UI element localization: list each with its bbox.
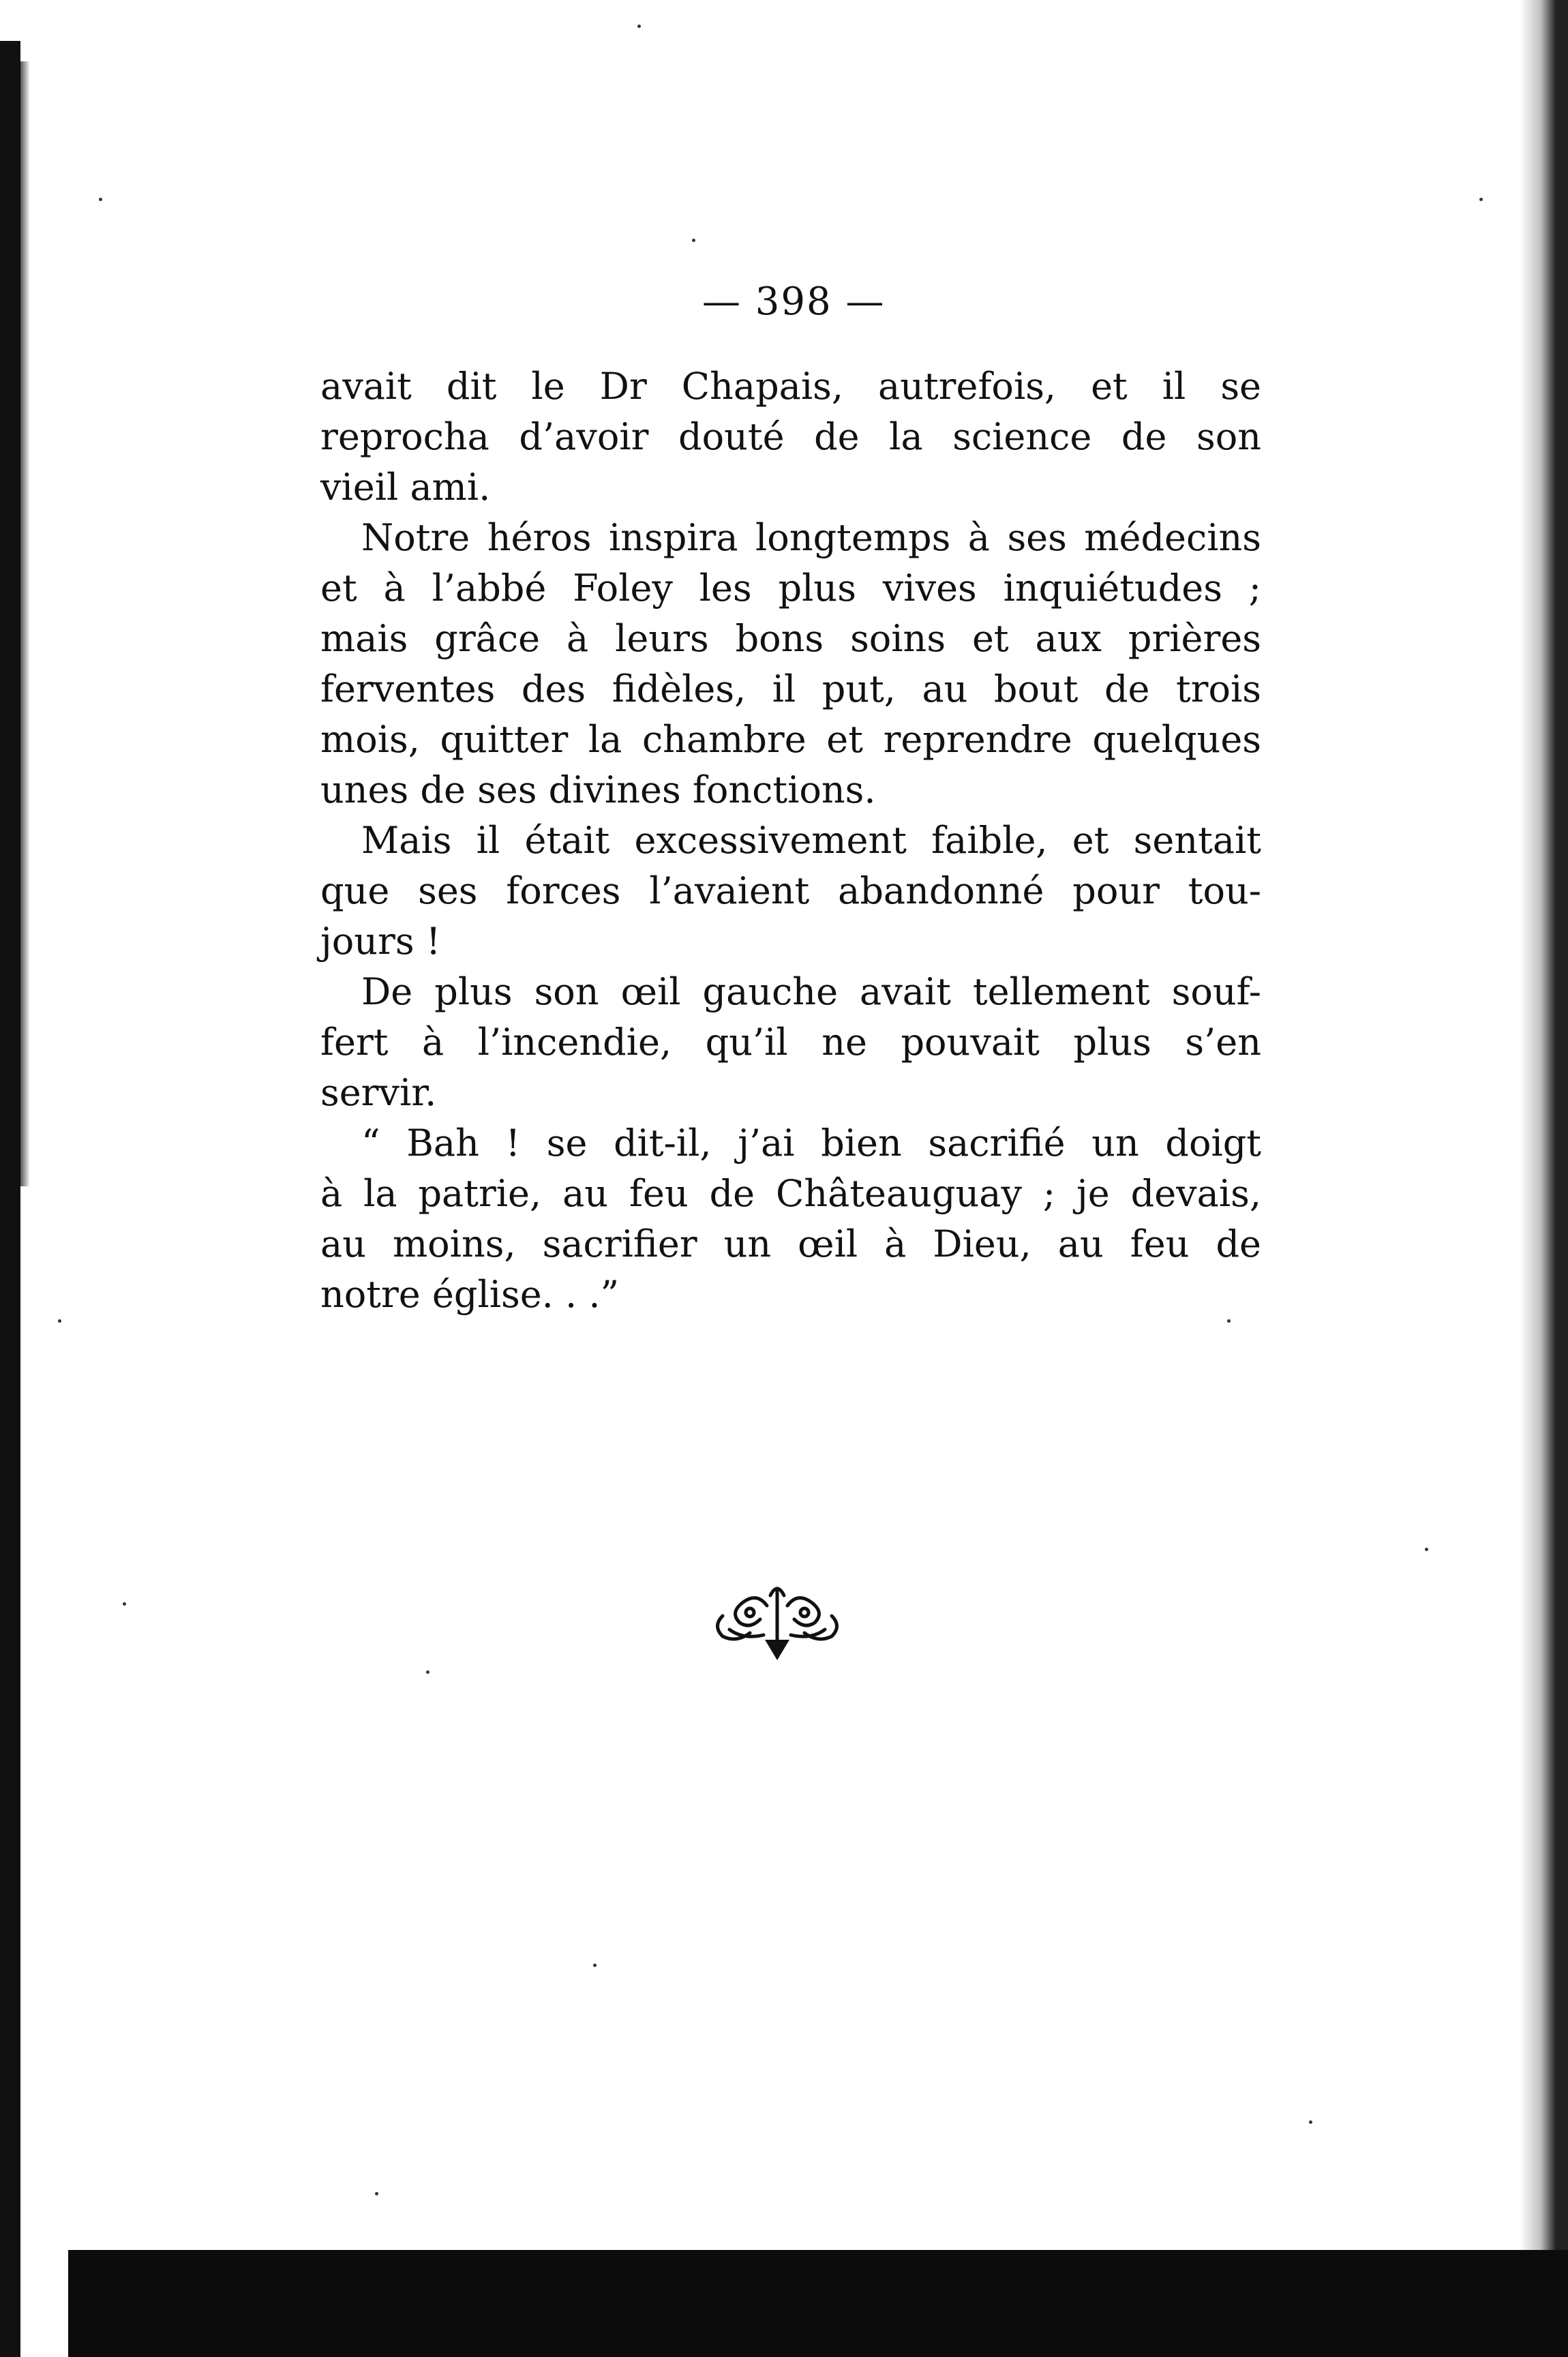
floral-tailpiece-ornament-icon [702,1575,852,1670]
page-number: — 398 — [702,280,886,324]
text-line: servir. [320,1071,437,1114]
text-line: ferventes des fidèles, il put, au bout de trois [320,667,1261,710]
scan-speck [99,198,102,201]
scan-speck [593,1964,597,1967]
text-line: reprocha d’avoir douté de la science de son [320,415,1261,458]
scan-speck [123,1602,126,1606]
text-line: et à l’abbé Foley les plus vives inquiétudes ; [320,567,1261,610]
scan-speck [692,239,695,242]
text-line: jours ! [320,920,441,963]
scan-speck [1479,198,1483,201]
scan-speck [1425,1548,1428,1551]
text-line: De plus son œil gauche avait tellement souf- [361,970,1261,1013]
scan-right-edge-shadow [1520,0,1568,2250]
body-text [320,361,1261,1320]
text-line: Notre héros inspira longtemps à ses médecins [361,516,1261,559]
text-line: au moins, sacrifier un œil à Dieu, au feu de [320,1222,1261,1265]
scan-bottom-margin-shadow [68,2250,1568,2357]
text-line: Mais il était excessivement faible, et sentait [361,819,1261,862]
text-line: notre église. . .” [320,1273,620,1316]
scan-left-margin-fade [20,61,30,1186]
scan-speck [1309,2120,1312,2124]
scan-speck [58,1319,61,1323]
scan-left-margin-shadow [0,41,20,2357]
text-line: que ses forces l’avaient abandonné pour tou- [320,869,1261,912]
scan-speck [637,25,641,28]
text-line: fert à l’incendie, qu’il ne pouvait plus s’en [320,1021,1261,1064]
scan-speck [426,1670,429,1674]
text-line: mais grâce à leurs bons soins et aux prières [320,617,1261,660]
text-line: unes de ses divines fonctions. [320,768,876,811]
scan-speck [1227,1319,1231,1323]
text-line: mois, quitter la chambre et reprendre quelques [320,718,1261,761]
text-line: avait dit le Dr Chapais, autrefois, et il se [320,365,1261,408]
scan-speck [375,2192,378,2195]
text-line: vieil ami. [320,466,491,509]
text-line: à la patrie, au feu de Châteauguay ; je devais, [320,1172,1261,1215]
text-line: “ Bah ! se dit-il, j’ai bien sacrifié un doigt [361,1122,1261,1165]
